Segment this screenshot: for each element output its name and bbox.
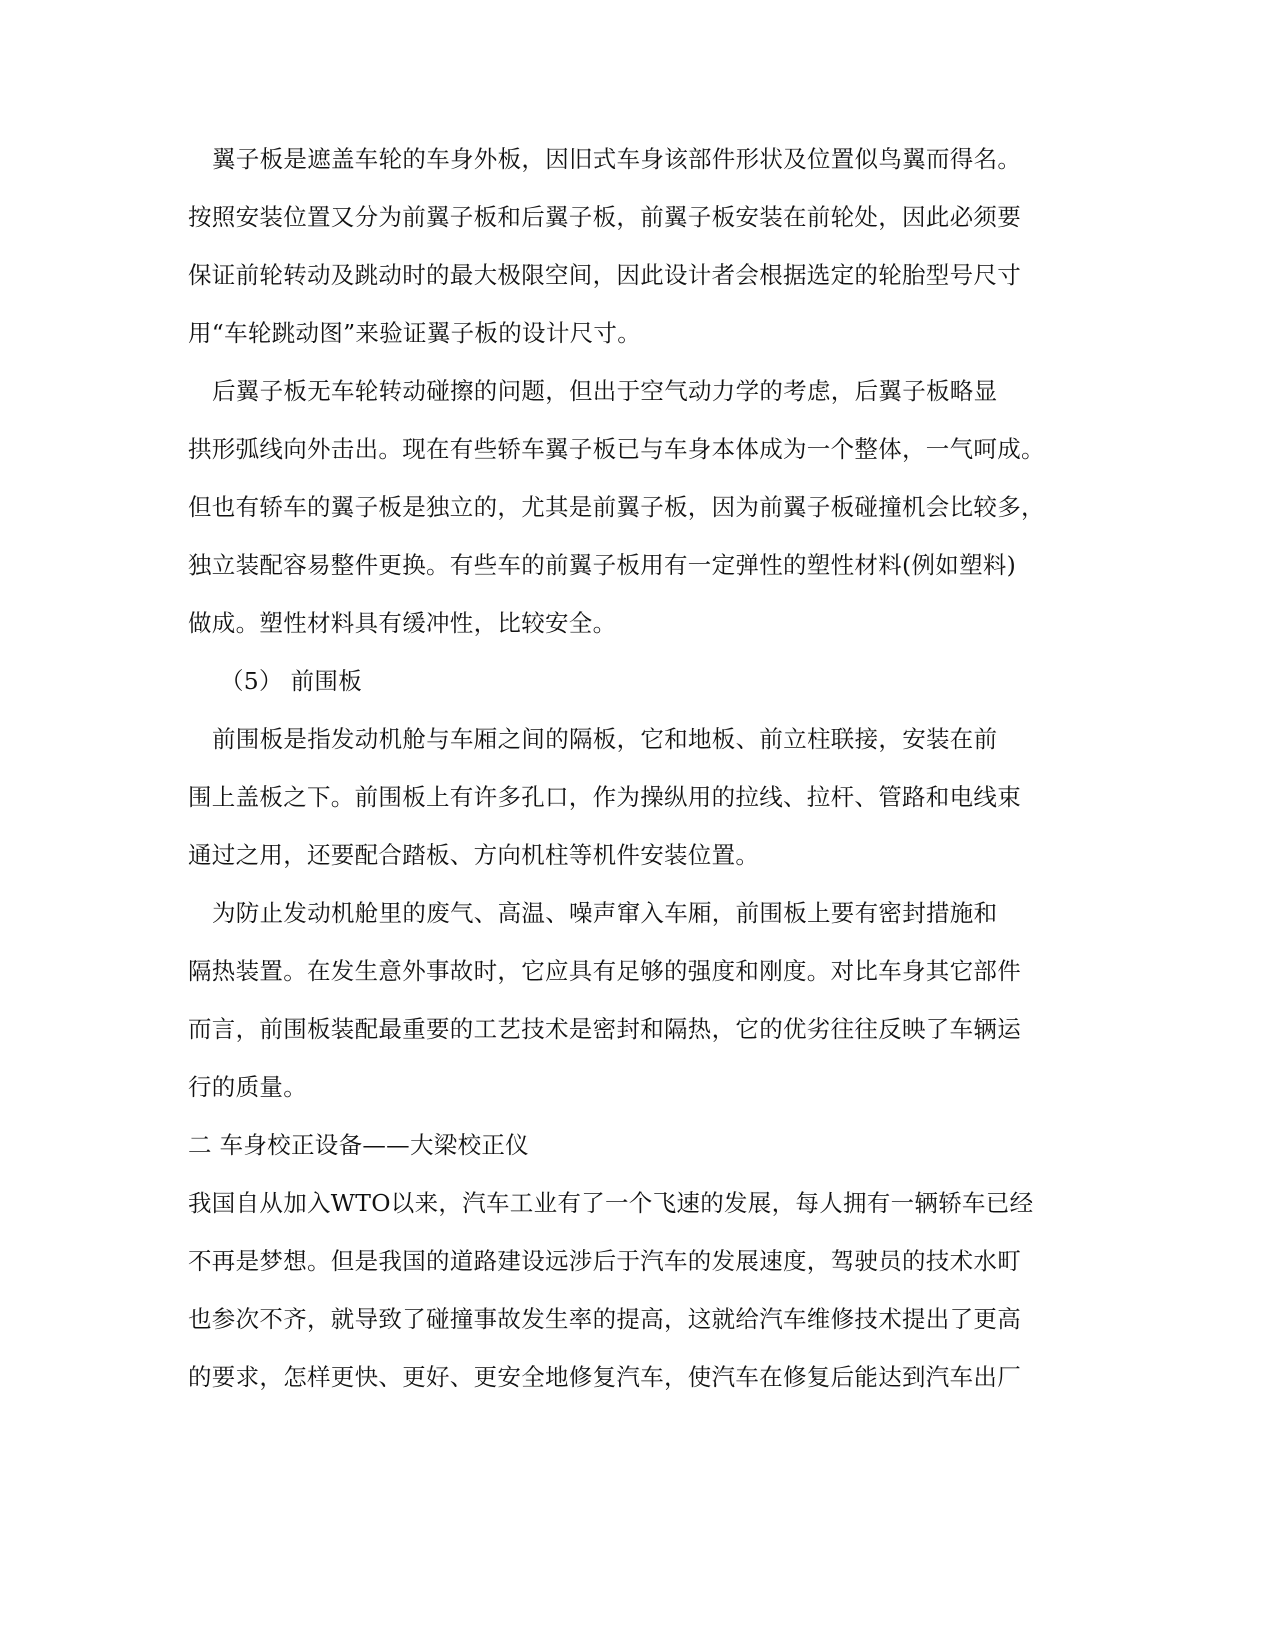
section-heading-frame-straightener: 二 车身校正设备——大梁校正仪 — [188, 1131, 529, 1159]
paragraph-line-2: 按照安装位置又分为前翼子板和后翼子板，前翼子板安装在前轮处，因此必须要 — [188, 203, 1021, 231]
section-heading-front-panel: （5） 前围板 — [220, 667, 363, 695]
paragraph-line-13: 通过之用，还要配合踏板、方向机柱等机件安装位置。 — [188, 841, 760, 869]
paragraph-line-14: 为防止发动机舱里的废气、高温、噪声窜入车厢，前围板上要有密封措施和 — [212, 899, 998, 927]
paragraph-line-5: 后翼子板无车轮转动碰擦的问题，但出于空气动力学的考虑，后翼子板略显 — [212, 377, 998, 405]
paragraph-line-6: 拱形弧线向外击出。现在有些轿车翼子板已与车身本体成为一个整体，一气呵成。 — [188, 435, 1045, 463]
paragraph-line-22: 的要求，怎样更快、更好、更安全地修复汽车，使汽车在修复后能达到汽车出厂 — [188, 1363, 1021, 1391]
paragraph-line-19: 我国自从加入WTO以来，汽车工业有了一个飞速的发展，每人拥有一辆轿车已经 — [188, 1189, 1034, 1217]
paragraph-line-16: 而言，前围板装配最重要的工艺技术是密封和隔热，它的优劣往往反映了车辆运 — [188, 1015, 1021, 1043]
paragraph-line-12: 围上盖板之下。前围板上有许多孔口，作为操纵用的拉线、拉杆、管路和电线束 — [188, 783, 1021, 811]
paragraph-line-21: 也参次不齐，就导致了碰撞事故发生率的提高，这就给汽车维修技术提出了更高 — [188, 1305, 1021, 1333]
paragraph-line-1: 翼子板是遮盖车轮的车身外板，因旧式车身该部件形状及位置似鸟翼而得名。 — [212, 145, 1022, 173]
paragraph-line-3: 保证前轮转动及跳动时的最大极限空间，因此设计者会根据选定的轮胎型号尺寸 — [188, 261, 1021, 289]
paragraph-line-9: 做成。塑性材料具有缓冲性，比较安全。 — [188, 609, 617, 637]
paragraph-line-11: 前围板是指发动机舱与车厢之间的隔板，它和地板、前立柱联接，安装在前 — [212, 725, 998, 753]
paragraph-line-7: 但也有轿车的翼子板是独立的，尤其是前翼子板，因为前翼子板碰撞机会比较多， — [188, 493, 1045, 521]
paragraph-line-15: 隔热装置。在发生意外事故时，它应具有足够的强度和刚度。对比车身其它部件 — [188, 957, 1021, 985]
paragraph-line-20: 不再是梦想。但是我国的道路建设远涉后于汽车的发展速度，驾驶员的技术水町 — [188, 1247, 1021, 1275]
paragraph-line-4: 用“车轮跳动图”来验证翼子板的设计尺寸。 — [188, 319, 642, 347]
paragraph-line-8: 独立装配容易整件更换。有些车的前翼子板用有一定弹性的塑性材料(例如塑料) — [188, 551, 1017, 579]
paragraph-line-17: 行的质量。 — [188, 1073, 307, 1101]
